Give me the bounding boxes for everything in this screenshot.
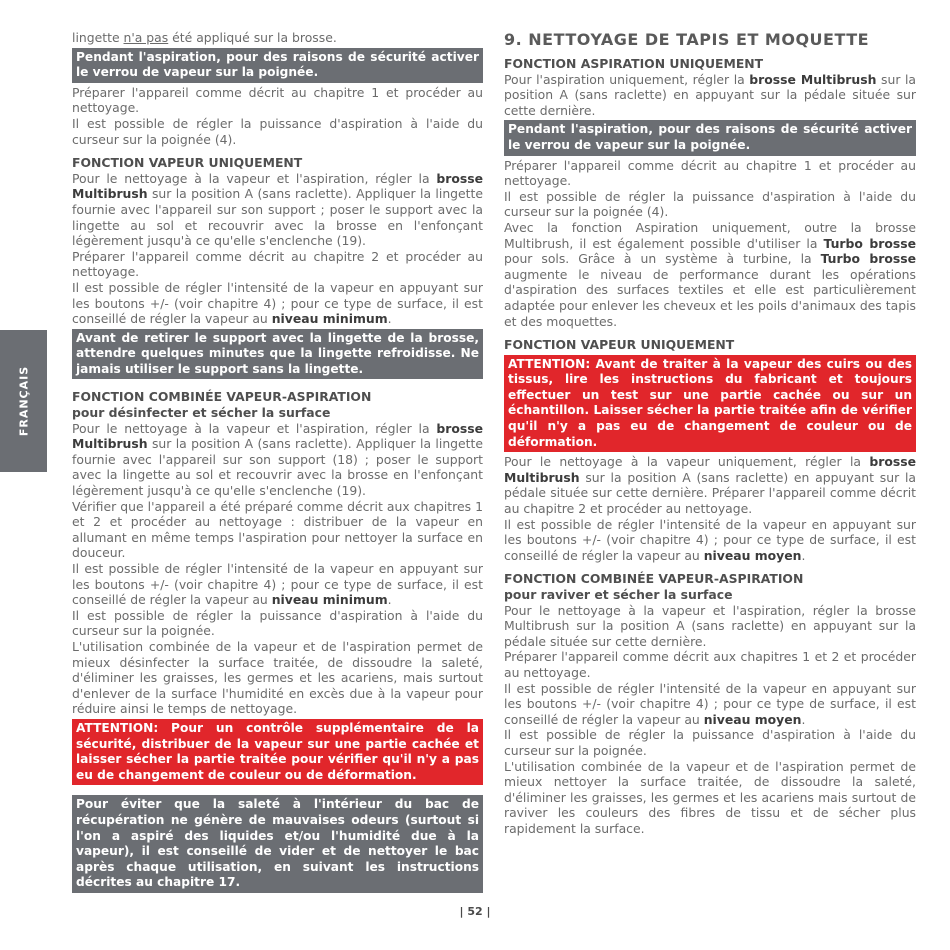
subheading-combined: pour raviver et sécher la surface	[504, 587, 733, 602]
paragraph: Il est possible de régler l'intensité de la vapeur en appuyant sur les boutons +/- (voir chapitre 4) ; pour ce type de surface, il est conseillé de régler la vapeur au niveau moyen.	[504, 516, 916, 563]
paragraph: Il est possible de régler la puissance d'aspiration à l'aide du curseur sur la poignée (4).	[72, 115, 483, 147]
paragraph: Pour le nettoyage à la vapeur uniquement, régler la brosse Multibrush sur la position A (sans raclette) en appuyant sur la pédale située sur cette dernière. Préparer l'appareil comme décrit au chapitre 2 et procéder au nettoyage.	[504, 454, 916, 517]
heading-combined: FONCTION COMBINÉE VAPEUR-ASPIRATION	[72, 389, 372, 405]
paragraph: Il est possible de régler la puissance d'aspiration à l'aide du curseur sur la poignée.	[504, 727, 916, 758]
paragraph: Pour le nettoyage à la vapeur et l'aspiration, régler la brosse Multibrush sur la position A (sans raclette) en appuyant sur la pédale située sur cette dernière.	[504, 602, 916, 649]
note-steam-lock: Pendant l'aspiration, pour des raisons de sécurité activer le verrou de vapeur sur la poignée.	[504, 120, 916, 155]
paragraph: Préparer l'appareil comme décrit au chapitre 2 et procéder au nettoyage.	[72, 248, 483, 280]
paragraph: Il est possible de régler la puissance d'aspiration à l'aide du curseur sur la poignée.	[72, 607, 483, 639]
paragraph: Avec la fonction Aspiration uniquement, outre la brosse Multibrush, il est également possible d'utiliser la Turbo brosse pour sols. Grâce à un système à turbine, la Turbo brosse augmente le niveau de performance durant les opérations d'aspiration des surfaces textiles et elle est particulièrement adaptée pour enlever les cheveux et les poils d'animaux des tapis et des moquettes.	[504, 219, 916, 329]
paragraph: Pour le nettoyage à la vapeur et l'aspiration, régler la brosse Multibrush sur la position A (sans raclette). Appliquer la lingette fournie avec l'appareil sur son support (18) ; poser le support avec la lingette au sol et recouvrir avec la brosse en l'enfonçant légèrement jusqu'à ce qu'elle s'enclenche (19).	[72, 420, 483, 499]
heading-steam-only: FONCTION VAPEUR UNIQUEMENT	[72, 155, 303, 171]
paragraph: Il est possible de régler l'intensité de la vapeur en appuyant sur les boutons +/- (voir chapitre 4) ; pour ce type de surface, il est conseillé de régler la vapeur au niveau minimum.	[72, 561, 483, 608]
subheading-combined: pour désinfecter et sécher la surface	[72, 405, 331, 421]
paragraph: Vérifier que l'appareil a été préparé comme décrit aux chapitres 1 et 2 et procéder au nettoyage : distribuer de la vapeur en allumant en même temps l'aspiration pour nettoyer la surface en douceur.	[72, 498, 483, 561]
intro-text: lingette n'a pas été appliqué sur la brosse.	[72, 30, 337, 45]
heading-combined: FONCTION COMBINÉE VAPEUR-ASPIRATION	[504, 571, 804, 587]
heading-steam-only: FONCTION VAPEUR UNIQUEMENT	[504, 337, 735, 353]
page-number: | 52 |	[459, 905, 491, 918]
paragraph: Pour l'aspiration uniquement, régler la brosse Multibrush sur la position A (sans raclette) en appuyant sur la pédale située sur cette dernière.	[504, 71, 916, 118]
warning-box: ATTENTION: Pour un contrôle supplémentaire de la sécurité, distribuer de la vapeur sur une partie cachée et laisser sécher la partie traitée pour vérifier qu'il n'y a pas eu de changement de couleur ou de déformation.	[72, 719, 483, 785]
paragraph: Préparer l'appareil comme décrit au chapitre 1 et procéder au nettoyage.	[72, 84, 483, 116]
paragraph: Pour le nettoyage à la vapeur et l'aspiration, régler la brosse Multibrush sur la position A (sans raclette). Appliquer la lingette fournie avec l'appareil sur son support ; poser le support avec la lingette au sol et recouvrir avec la brosse en l'enfonçant légèrement jusqu'à ce qu'elle s'enclenche (19).	[72, 170, 483, 249]
section-title: 9. NETTOYAGE DE TAPIS ET MOQUETTE	[504, 30, 870, 49]
paragraph: L'utilisation combinée de la vapeur et de l'aspiration permet de mieux nettoyer la surface traitée, de dissoudre la saleté, d'éliminer les graisses, les germes et les acariens mais surtout de raviver les couleurs des fibres de tissu et de sécher plus rapidement la surface.	[504, 758, 916, 836]
right-column	[504, 30, 916, 837]
left-column	[72, 30, 483, 895]
note-empty-tank: Pour éviter que la saleté à l'intérieur du bac de récupération ne génère de mauvaises odeurs (surtout si l'on a aspiré des liquides et/ou l'humidité due à la vapeur), il est conseillé de vider et de nettoyer le bac après chaque utilisation, en suivant les instructions décrites au chapitre 17.	[72, 795, 483, 893]
paragraph: Préparer l'appareil comme décrit au chapitre 1 et procéder au nettoyage.	[504, 157, 916, 189]
paragraph: Il est possible de régler l'intensité de la vapeur en appuyant sur les boutons +/- (voir chapitre 4) ; pour ce type de surface, il est conseillé de régler la vapeur au niveau minimum.	[72, 279, 483, 327]
language-tab	[0, 330, 47, 472]
paragraph: Préparer l'appareil comme décrit aux chapitres 1 et 2 et procéder au nettoyage.	[504, 649, 916, 680]
paragraph: L'utilisation combinée de la vapeur et de l'aspiration permet de mieux désinfecter la surface traitée, de dissoudre la saleté, d'éliminer les graisses, les germes et les acariens, mais surtout d'enlever de la surface l'humidité en excès due à la vapeur pour réduire ainsi le temps de nettoyage.	[72, 638, 483, 717]
heading-suction-only: FONCTION ASPIRATION UNIQUEMENT	[504, 56, 764, 71]
note-wipe-cool: Avant de retirer le support avec la lingette de la brosse, attendre quelques minutes que la lingette refroidisse. Ne jamais utiliser le support sans la lingette.	[72, 329, 483, 380]
paragraph: Il est possible de régler l'intensité de la vapeur en appuyant sur les boutons +/- (voir chapitre 4) ; pour ce type de surface, il est conseillé de régler la vapeur au niveau moyen.	[504, 680, 916, 727]
note-steam-lock: Pendant l'aspiration, pour des raisons de sécurité activer le verrou de vapeur sur la poignée.	[72, 48, 483, 83]
paragraph: Il est possible de régler la puissance d'aspiration à l'aide du curseur sur la poignée (4).	[504, 188, 916, 220]
warning-box: ATTENTION: Avant de traiter à la vapeur des cuirs ou des tissus, lire les instructions du fabricant et toujours effectuer un test sur une partie cachée ou sur un échantillon. Laisser sécher la partie traitée afin de vérifier qu'il n'y a pas eu de changement de couleur ou de déformation.	[504, 355, 916, 453]
language-tab-label: FRANÇAIS	[17, 365, 30, 437]
